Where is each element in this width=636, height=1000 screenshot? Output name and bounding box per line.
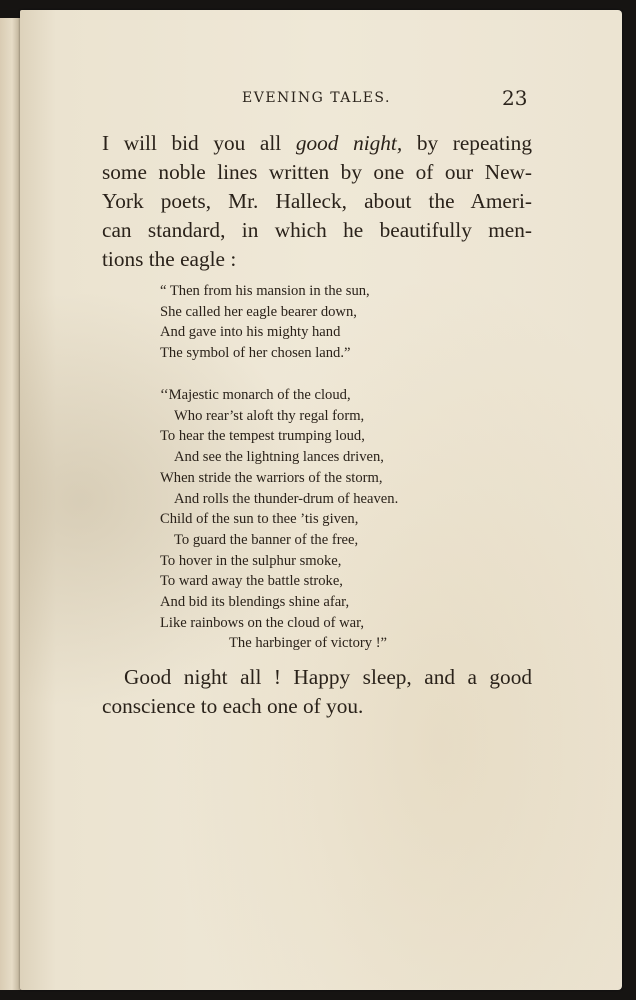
verse-line: To hover in the sulphur smoke, [160, 552, 342, 569]
italic-phrase: good night, [295, 131, 403, 155]
paragraph-line: tions the eagle : [102, 247, 237, 271]
page-number: 23 [502, 86, 528, 110]
running-head [20, 86, 622, 114]
verse-line: Like rainbows on the cloud of war, [160, 614, 365, 631]
verse-line: And gave into his mighty hand [160, 324, 341, 341]
verse-line: And see the lightning lances driven, [174, 449, 384, 466]
paragraph-closing [102, 663, 532, 721]
paragraph-line: some noble lines written by one of our New- [102, 160, 532, 184]
verse-line: ‘‘Majestic monarch of the cloud, [160, 387, 351, 403]
verse-line: The symbol of her chosen land.” [160, 345, 351, 362]
verse-line: To guard the banner of the free, [174, 531, 359, 548]
running-title: EVENING TALES. [242, 90, 391, 106]
verse-line: Who rear’st aloft thy regal form, [174, 407, 365, 424]
verse-line: And bid its blendings shine afar, [160, 594, 350, 611]
verse-line: To hear the tempest trumping loud, [160, 428, 365, 445]
verse-stanza-1 [160, 281, 370, 364]
verse-line: And rolls the thunder-drum of heaven. [174, 490, 399, 507]
verse-stanza-2 [160, 385, 398, 654]
paragraph-line: I will bid you all good night, by repeating [102, 131, 532, 155]
paragraph-line: can standard, in which he beautifully men- [102, 218, 532, 242]
verse-line: Child of the sun to thee ’tis given, [160, 511, 359, 528]
paragraph-intro [102, 129, 532, 274]
verse-line: “ Then from his mansion in the sun, [160, 283, 370, 299]
paragraph-line: Good night all ! Happy sleep, and a good [124, 665, 532, 689]
paragraph-line: conscience to each one of you. [102, 694, 364, 718]
verse-line: When stride the warriors of the storm, [160, 469, 383, 486]
book-page [20, 10, 622, 990]
left-page-edge [0, 18, 21, 990]
verse-line: The harbinger of victory !” [229, 635, 388, 652]
verse-line: To ward away the battle stroke, [160, 573, 343, 590]
verse-line: She called her eagle bearer down, [160, 303, 357, 320]
paragraph-line: York poets, Mr. Halleck, about the Ameri- [102, 189, 532, 213]
